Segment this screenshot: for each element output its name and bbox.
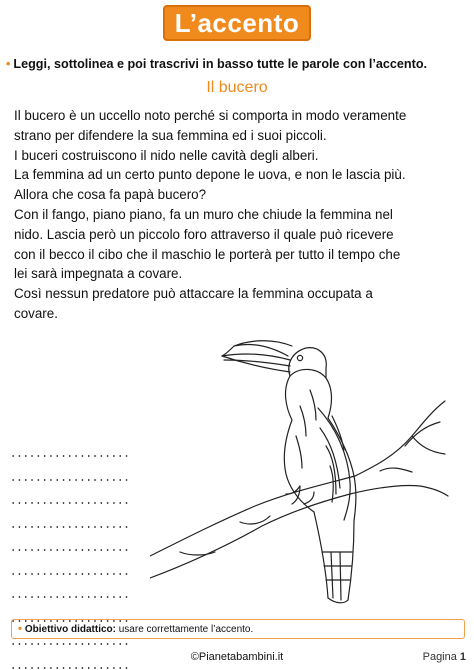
page-title: L’accento <box>174 7 300 38</box>
story-title: Il bucero <box>206 79 268 96</box>
story-line: covare. <box>14 305 58 321</box>
story-line: Allora che cosa fa papà bucero? <box>14 187 207 203</box>
footer-brand: ©Pianetabambini.it <box>190 651 284 663</box>
instruction <box>6 56 470 72</box>
objective-label: Obiettivo didattico: <box>24 624 116 635</box>
answer-line <box>10 596 130 598</box>
answer-line <box>10 526 130 528</box>
story-line: strano per difendere la sua femmina ed i suoi piccoli. <box>14 127 327 143</box>
objective-box <box>11 619 465 639</box>
page-number: 1 <box>459 651 466 663</box>
objective-bullet: • <box>18 623 22 635</box>
story-line: lei sarà impegnata a covare. <box>14 266 183 282</box>
footer-page <box>423 651 466 663</box>
answer-line <box>10 479 130 481</box>
answer-line <box>10 667 130 669</box>
story-line: nido. Lascia però un piccolo foro attraverso il quale può ricevere <box>14 226 394 242</box>
title-banner <box>163 5 311 41</box>
answer-line <box>10 502 130 504</box>
story-line: La femmina ad un certo punto depone le uova, e non le lascia più. <box>14 167 406 183</box>
story-line: Con il fango, piano piano, fa un muro che chiude la femmina nel <box>14 206 393 222</box>
story-line: Così nessun predatore può attaccare la femmina occupata a <box>14 286 373 302</box>
story-text <box>14 106 474 324</box>
story-line: Il bucero è un uccello noto perché si comporta in modo veramente <box>14 108 407 123</box>
instruction-text: Leggi, sottolinea e poi trascrivi in basso tutte le parole con l’accento. <box>13 57 428 71</box>
story-line: I buceri costruiscono il nido nelle cavità degli alberi. <box>14 147 319 163</box>
story-line: con il becco il cibo che il maschio le porterà per tutto il tempo che <box>14 246 401 262</box>
answer-line <box>10 549 130 551</box>
answer-line <box>10 643 130 645</box>
hornbill-illustration <box>150 316 450 616</box>
answer-line <box>10 573 130 575</box>
answer-line <box>10 455 130 457</box>
instruction-bullet: • <box>6 57 11 71</box>
objective-text: usare correttamente l’accento. <box>115 624 254 635</box>
page-label: Pagina <box>422 651 457 663</box>
